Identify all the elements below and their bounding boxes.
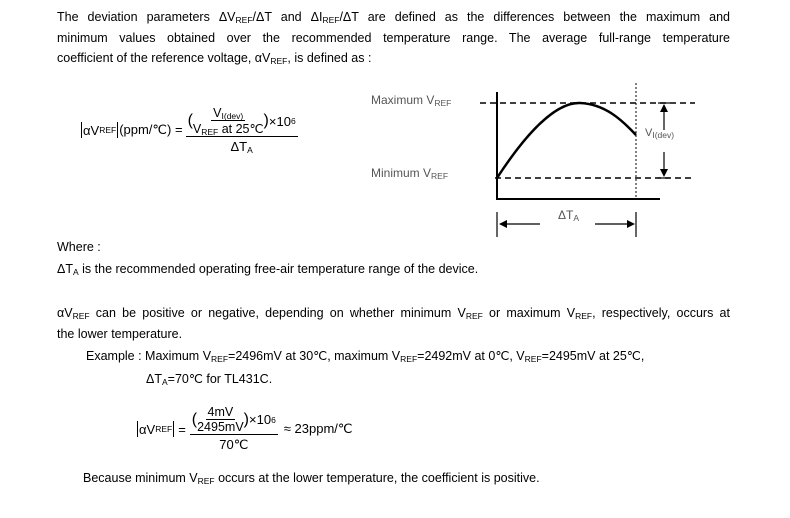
formula-example: αV REF = ( $\frac{4mV}{2495mV}$ ) ×10 6 70℃ ≈ 23ppm/℃ bbox=[139, 405, 353, 452]
example-line-1: Example : Maximum $V_{REF}=2496mV$ at 30℃, maximum $V_{REF}=2492mV$ at 0℃, $V_{REF}=2495mV$ at 25℃, bbox=[86, 349, 645, 364]
min-vref-label: Minimum $V_{REF}$ bbox=[371, 166, 449, 181]
conclusion-line: Because minimum $V_{REF}$ occurs at the lower temperature, the coefficient is positive. bbox=[83, 471, 540, 486]
formula-1-fraction: ( $\frac{V_{I(dev)}}{V_{REF} at 25℃}$ ) ×10 6 $\Delta T_A$ bbox=[187, 106, 296, 155]
where-label: Where : bbox=[57, 240, 101, 254]
where-definition: $\Delta T_A$ is the recommended operating free-air temperature range of the device. bbox=[57, 262, 479, 277]
formula-2-fraction: ( $\frac{4mV}{2495mV}$ ) ×10 6 70℃ bbox=[191, 405, 276, 452]
vdev-label: $V_{I(dev)}$ bbox=[645, 127, 675, 140]
example-line-2: $\Delta T_A=70℃$ for TL431C. bbox=[146, 372, 273, 387]
formula-alpha-definition: αV REF (ppm/℃) = ( $\frac{V_{I(dev)}}{V_{REF} at 25℃}$ ) ×10 6 $\Delta T_A$ bbox=[83, 106, 296, 155]
vref-curve bbox=[497, 103, 636, 178]
intro-line-1: The deviation parameters $\Delta V_{REF}/\Delta T$ and $\Delta I_{REF}/\Delta T$ are defined as the differences between the maximum and bbox=[57, 10, 730, 25]
max-vref-label: Maximum $V_{REF}$ bbox=[371, 93, 452, 108]
delta-t-label: $\Delta T_A$ bbox=[558, 208, 580, 223]
intro-line-2: minimum values obtained over the recommended temperature range. The average full-range temperature bbox=[57, 31, 730, 45]
intro-line-3: coefficient of the reference voltage, $\alpha V_{REF}$, is defined as : bbox=[57, 51, 372, 66]
sign-line-2: the lower temperature. bbox=[57, 327, 183, 341]
sign-line-1: $\alpha V_{REF}$ can be positive or negative, depending on whether minimum $V_{REF}$ or maximum $V_{REF}$, respectively, occurs at bbox=[57, 306, 730, 321]
